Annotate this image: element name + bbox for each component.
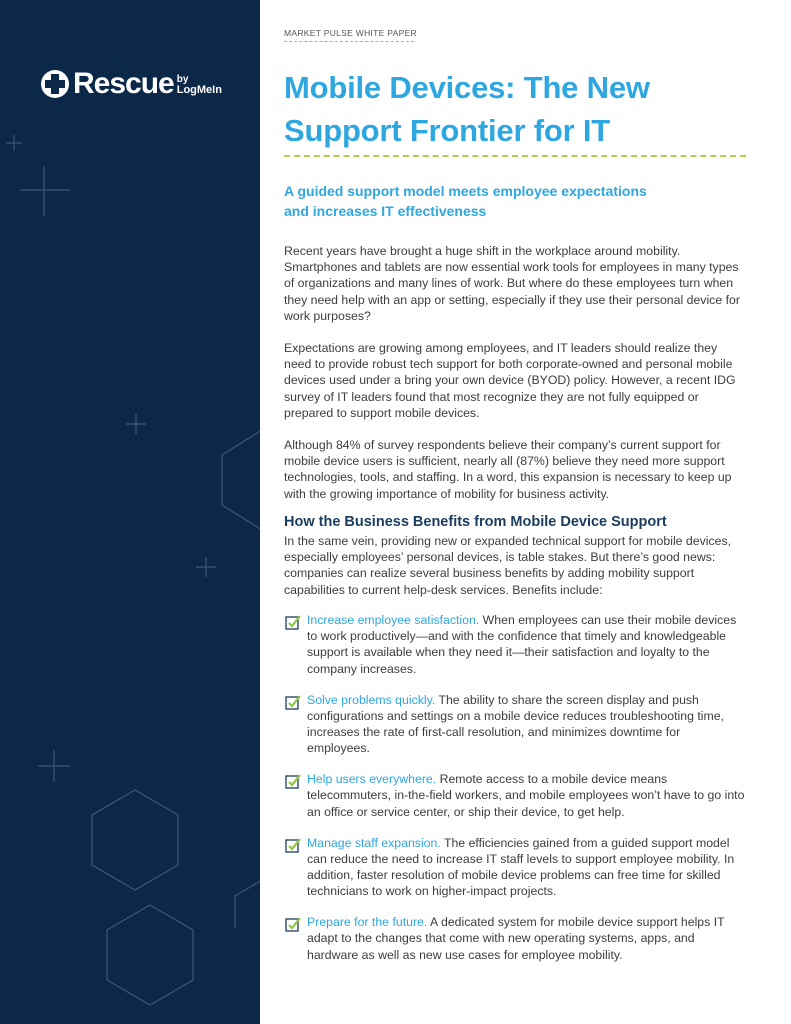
- page-title: Mobile Devices: The New Support Frontier for IT: [284, 70, 650, 148]
- paragraph: Recent years have brought a huge shift in the workplace around mobility. Smartphones and tablets are now essential work tools for employees in many types of organizations and many lines of work. But where do these employees turn when they need help with an app or setting, especially if they use their personal device for work purposes?: [284, 244, 740, 323]
- sidebar-panel: [0, 0, 260, 1024]
- hexagon-outline: [235, 880, 260, 928]
- benefit-text: When employees can use their mobile devices to work productively—and with the confidence that timely and knowledgeable support is available when they need it—their satisfaction and loyalty to the company increases.: [307, 613, 737, 676]
- benefit-item: [284, 692, 746, 757]
- checkbox-check-icon: [285, 614, 301, 630]
- benefit-lead: Solve problems quickly.: [307, 692, 436, 707]
- benefit-lead: Increase employee satisfaction.: [307, 613, 480, 627]
- hexagon-outline: [107, 905, 193, 1005]
- benefit-text: The ability to share the screen display and push configurations and settings on a mobile device reduces troubleshooting time, increases the rate of first-call resolution, and minimizes downtime for employees.: [307, 692, 724, 756]
- logo-by-text: by: [176, 74, 189, 85]
- hexagon-outline: [92, 790, 178, 890]
- decorative-pattern: [0, 0, 260, 1024]
- title-underline: [284, 155, 746, 157]
- logo-company-text: LogMeIn: [176, 84, 222, 96]
- benefit-lead: Help users everywhere.: [307, 772, 437, 787]
- benefit-item: [284, 835, 746, 900]
- section-intro: In the same vein, providing new or expanded technical support for mobile devices, especially employees’ personal devices, is table stakes. But there’s good news: companies can realize several business benefits by adding mobility support capabilities to current help-desk services. Benefits include:: [284, 534, 732, 597]
- body-text: [284, 243, 746, 518]
- plus-mark-icon: [20, 166, 70, 216]
- checkbox-check-icon: [285, 694, 301, 710]
- checkbox-check-icon: [285, 773, 301, 789]
- benefit-text: Remote access to a mobile device means telecommuters, in-the-field workers, and mobile employees won’t have to go into an office or service center, or ship their device, to get help.: [307, 772, 745, 819]
- logo-wordmark: Rescue: [73, 67, 174, 100]
- plus-mark-icon: [126, 414, 146, 434]
- paragraph: Although 84% of survey respondents believe their company’s current support for mobile device users is sufficient, nearly all (87%) believe they need more support technologies, tools, and staffing. In a word, this expansion is necessary to keep up with the growing importance of mobility for business activity.: [284, 438, 732, 501]
- benefit-lead: Manage staff expansion.: [307, 835, 441, 850]
- benefit-text: The efficiencies gained from a guided support model can reduce the need to increase IT staff levels to support employee mobility. In addition, faster resolution of mobile device problems can free time for skilled technicians to work on higher-impact projects.: [307, 835, 735, 899]
- hexagon-outline: [222, 430, 260, 530]
- plus-mark-icon: [6, 135, 22, 151]
- benefit-item: [284, 771, 746, 820]
- benefit-item: [284, 914, 746, 963]
- benefit-text: A dedicated system for mobile device support helps IT adapt to the changes that come with new operating systems, apps, and hardware as well as new use cases for employee mobility.: [307, 915, 725, 962]
- kicker-underline: [284, 41, 414, 42]
- logo-byline: [177, 74, 222, 96]
- rescue-logo: [40, 66, 222, 102]
- paragraph: Expectations are growing among employees, and IT leaders should realize they need to provide robust tech support for both corporate-owned and personal mobile devices used under a bring your own device (BYOD) policy. However, a recent IDG survey of IT leaders found that most recognize they are not fully equipped or prepared to support mobile devices.: [284, 341, 736, 420]
- kicker-label: MARKET PULSE WHITE PAPER: [284, 28, 417, 38]
- checkbox-check-icon: [285, 837, 301, 853]
- benefit-lead: Prepare for the future.: [307, 915, 428, 930]
- benefit-item: [284, 612, 746, 677]
- plus-mark-icon: [196, 557, 216, 577]
- page-subtitle: A guided support model meets employee expectations and increases IT effectiveness: [284, 183, 647, 219]
- benefit-list: [284, 612, 746, 978]
- section-heading: How the Business Benefits from Mobile Device Support: [284, 514, 667, 530]
- checkbox-check-icon: [285, 916, 301, 932]
- plus-mark-icon: [38, 750, 70, 782]
- rescue-cross-icon: [40, 69, 70, 99]
